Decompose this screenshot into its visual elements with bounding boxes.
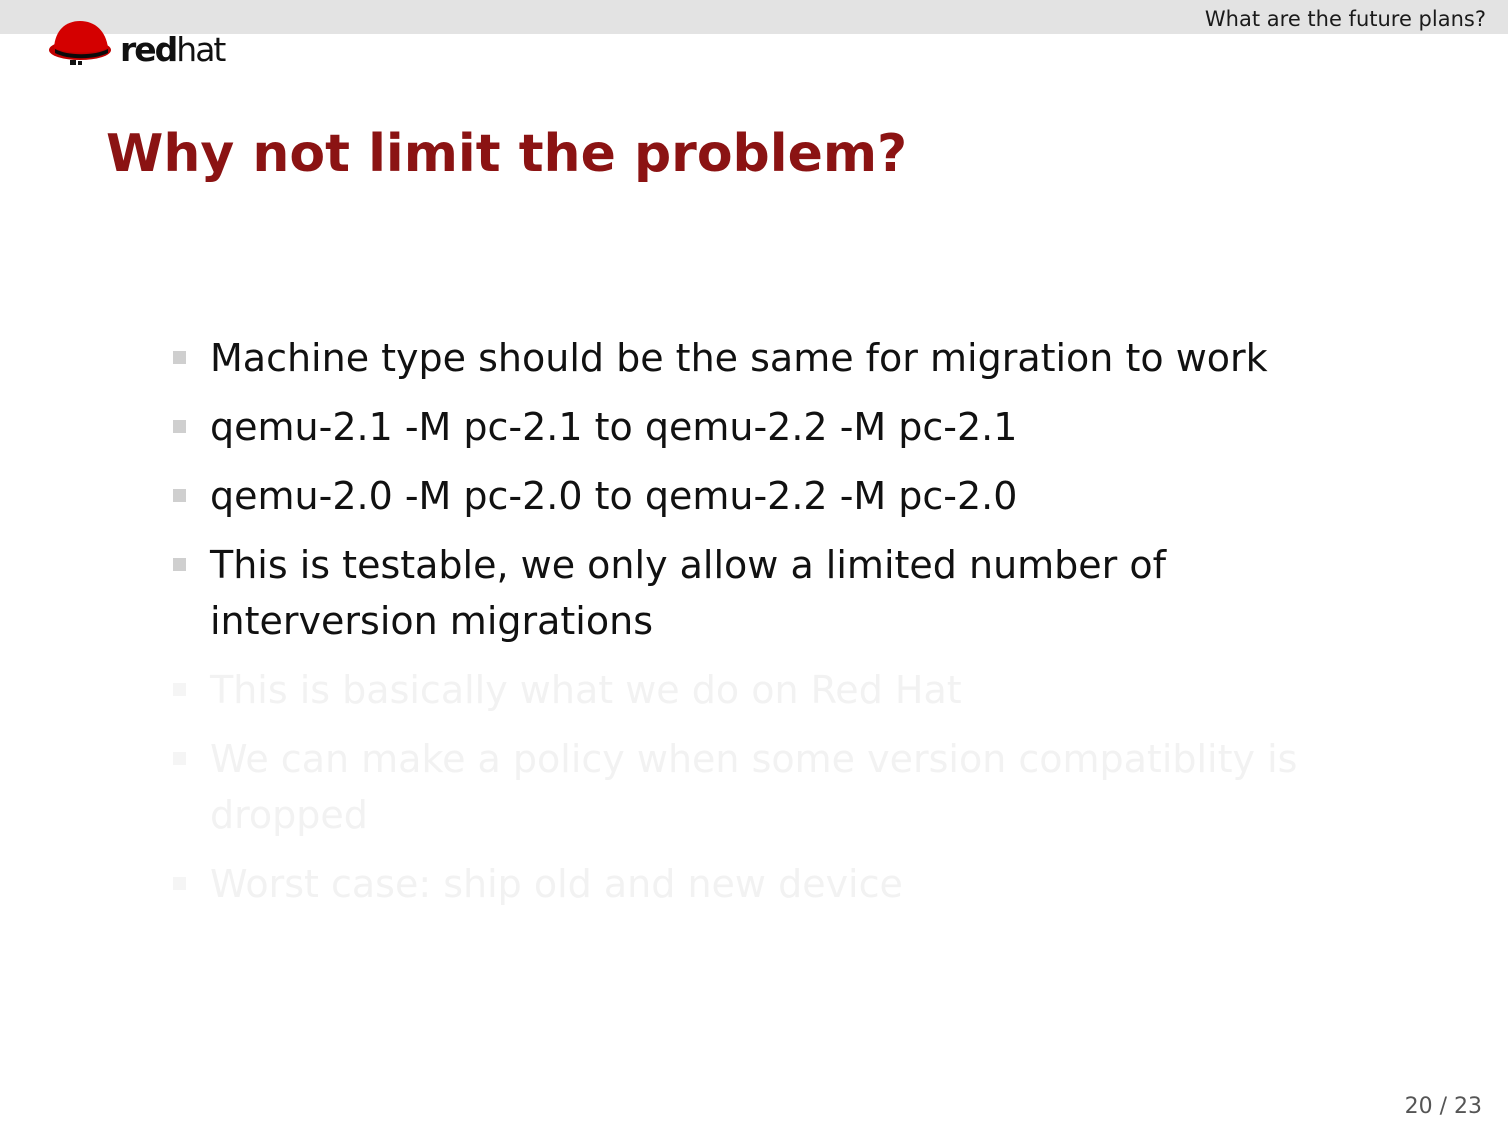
bullet-text: Machine type should be the same for migration to work <box>210 336 1268 380</box>
bullet-text: Worst case: ship old and new device <box>210 862 903 906</box>
shadowman-hat-icon <box>46 16 116 76</box>
section-title: What are the future plans? <box>1204 7 1486 31</box>
bullet-text: This is basically what we do on Red Hat <box>210 668 962 712</box>
bullet-list <box>172 330 1322 925</box>
logo-text-red: red <box>120 30 177 69</box>
bullet-marker-icon <box>173 558 186 571</box>
page-number: 20 / 23 <box>1404 1094 1482 1119</box>
bullet-item-faded <box>172 662 1322 718</box>
slide-title: Why not limit the problem? <box>106 124 908 184</box>
bullet-text: qemu-2.1 -M pc-2.1 to qemu-2.2 -M pc-2.1 <box>210 405 1018 449</box>
bullet-item-faded <box>172 731 1322 843</box>
bullet-item <box>172 330 1322 386</box>
logo-text-hat: hat <box>176 30 225 69</box>
bullet-item <box>172 468 1322 524</box>
bullet-text: qemu-2.0 -M pc-2.0 to qemu-2.2 -M pc-2.0 <box>210 474 1018 518</box>
logo-wordmark <box>120 30 224 70</box>
bullet-marker-icon <box>173 420 186 433</box>
bullet-marker-icon <box>173 683 186 696</box>
bullet-item <box>172 399 1322 455</box>
bullet-marker-icon <box>173 752 186 765</box>
redhat-logo <box>46 16 246 76</box>
bullet-text: We can make a policy when some version compatiblity is dropped <box>210 737 1298 837</box>
bullet-marker-icon <box>173 351 186 364</box>
bullet-item-faded <box>172 856 1322 912</box>
bullet-marker-icon <box>173 877 186 890</box>
bullet-text: This is testable, we only allow a limited number of interversion migrations <box>210 543 1166 643</box>
bullet-marker-icon <box>173 489 186 502</box>
bullet-item <box>172 537 1322 649</box>
